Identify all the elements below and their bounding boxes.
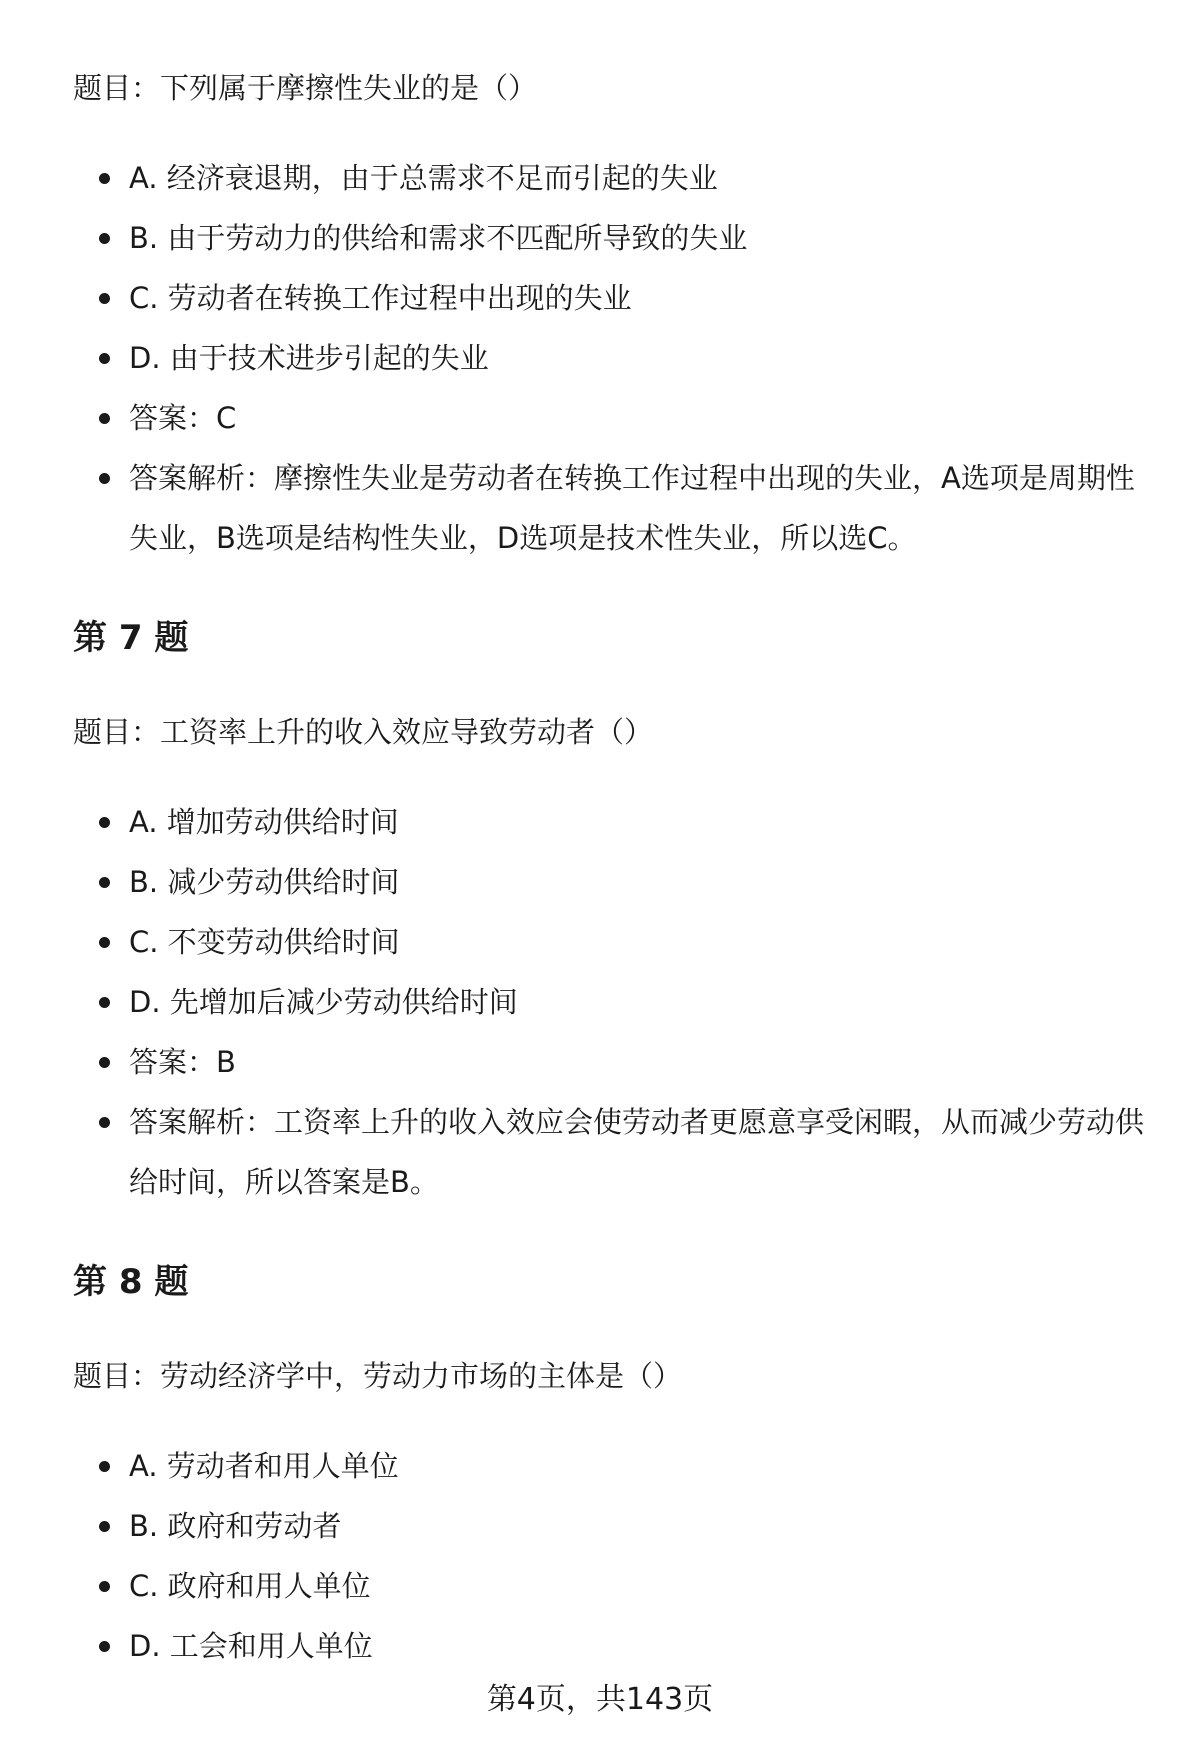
bullet-icon <box>99 817 110 828</box>
bullet-icon <box>99 1521 110 1532</box>
analysis-item <box>0 1092 1149 1212</box>
option-text: D. 先增加后减少劳动供给时间 <box>129 985 518 1019</box>
option-c <box>0 268 1149 328</box>
question-stem: 题目：下列属于摩擦性失业的是（） <box>73 71 538 105</box>
analysis-item <box>0 448 1149 568</box>
analysis-text: 答案解析：工资率上升的收入效应会使劳动者更愿意享受闲暇，从而减少劳动供给时间，所以答案是B。 <box>129 1105 1145 1199</box>
option-b <box>0 852 1149 912</box>
option-c <box>0 912 1149 972</box>
option-text: D. 工会和用人单位 <box>129 1629 373 1663</box>
bullet-icon <box>99 413 110 424</box>
option-text: A. 经济衰退期，由于总需求不足而引起的失业 <box>129 161 718 195</box>
bullet-icon <box>99 1581 110 1592</box>
question-stem: 题目：劳动经济学中，劳动力市场的主体是（） <box>73 1359 683 1393</box>
option-b <box>0 1496 1149 1556</box>
option-text: A. 增加劳动供给时间 <box>129 805 399 839</box>
bullet-icon <box>99 1057 110 1068</box>
question-heading: 第 8 题 <box>73 1262 189 1302</box>
option-list <box>0 792 1200 1212</box>
option-a <box>0 1436 1149 1496</box>
option-text: D. 由于技术进步引起的失业 <box>129 341 489 375</box>
question-heading: 第 7 题 <box>73 618 189 658</box>
option-a <box>0 148 1149 208</box>
option-text: C. 不变劳动供给时间 <box>129 925 400 959</box>
option-text: B. 减少劳动供给时间 <box>129 865 400 899</box>
option-text: A. 劳动者和用人单位 <box>129 1449 399 1483</box>
option-b <box>0 208 1149 268</box>
bullet-icon <box>99 877 110 888</box>
option-text: C. 政府和用人单位 <box>129 1569 371 1603</box>
option-text: C. 劳动者在转换工作过程中出现的失业 <box>129 281 632 315</box>
option-text: B. 由于劳动力的供给和需求不匹配所导致的失业 <box>129 221 748 255</box>
bullet-icon <box>99 1461 110 1472</box>
answer-item <box>0 1032 1149 1092</box>
bullet-icon <box>99 1117 110 1128</box>
option-a <box>0 792 1149 852</box>
answer-text: 答案：C <box>129 401 237 435</box>
page-indicator: 第4页，共143页 <box>486 1682 714 1717</box>
bullet-icon <box>99 997 110 1008</box>
question-stem: 题目：工资率上升的收入效应导致劳动者（） <box>73 715 654 749</box>
bullet-icon <box>99 233 110 244</box>
answer-item <box>0 388 1149 448</box>
analysis-text: 答案解析：摩擦性失业是劳动者在转换工作过程中出现的失业，A选项是周期性失业，B选项是结构性失业，D选项是技术性失业，所以选C。 <box>129 461 1135 555</box>
option-text: B. 政府和劳动者 <box>129 1509 342 1543</box>
option-list <box>0 1436 1200 1676</box>
bullet-icon <box>99 473 110 484</box>
bullet-icon <box>99 937 110 948</box>
option-d <box>0 972 1149 1032</box>
bullet-icon <box>99 1641 110 1652</box>
answer-text: 答案：B <box>129 1045 236 1079</box>
bullet-icon <box>99 173 110 184</box>
bullet-icon <box>99 293 110 304</box>
option-c <box>0 1556 1149 1616</box>
bullet-icon <box>99 353 110 364</box>
option-list <box>0 148 1200 568</box>
option-d <box>0 1616 1149 1676</box>
option-d <box>0 328 1149 388</box>
